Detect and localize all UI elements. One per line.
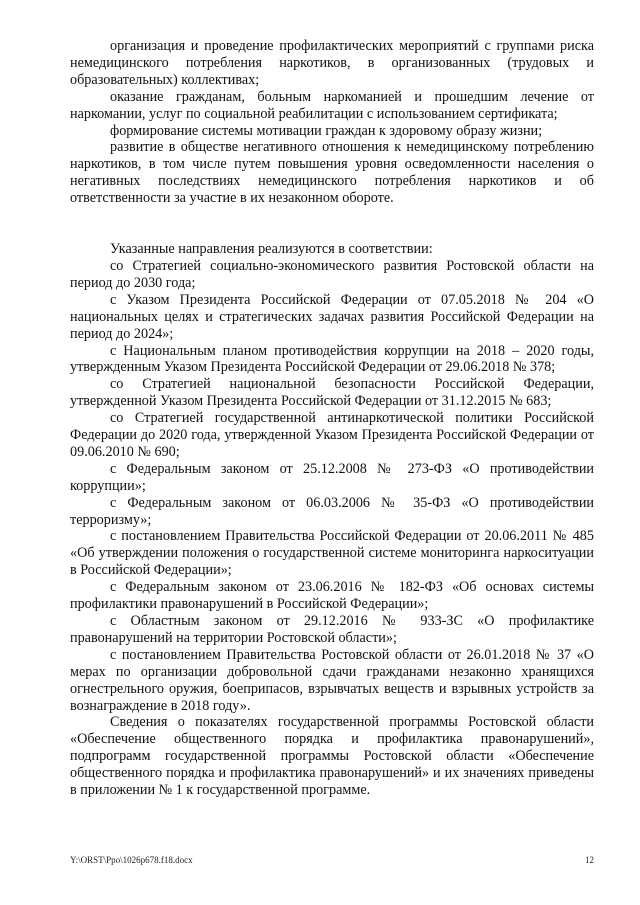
paragraph: со Стратегией государственной антинаркотической политики Российской Федерации до 2020 года, утвержденной Указом Президента Российской Федерации от 09.06.2010 № 690; [70, 410, 594, 460]
paragraph-spacer [70, 207, 594, 241]
paragraph: с Федеральным законом от 25.12.2008 № 273-ФЗ «О противодействии коррупции»; [70, 460, 594, 494]
paragraph: с Федеральным законом от 06.03.2006 № 35-ФЗ «О противодействии терроризму»; [70, 494, 594, 528]
paragraph: формирование системы мотивации граждан к здоровому образу жизни; [110, 122, 543, 139]
paragraph: Сведения о показателях государственной программы Ростовской области «Обеспечение общественного порядка и профилактика правонарушений», подпрограмм государственной программы Ростовской области «Обеспечение общественного порядка и профилактика правонарушений» и их значениях приведены в приложении № 1 к государственной программе. [70, 714, 594, 799]
paragraph: Указанные направления реализуются в соответствии: [110, 241, 433, 258]
paragraph: с Указом Президента Российской Федерации от 07.05.2018 № 204 «О национальных целях и стратегических задачах развития Российской Федерации на период до 2024»; [70, 291, 594, 342]
paragraph: организация и проведение профилактических мероприятий с группами риска немедицинского потребления наркотиков, в организованных (трудовых и образовательных) коллективах; [70, 38, 594, 88]
paragraph-group-bottom [70, 241, 594, 799]
paragraph: со Стратегией национальной безопасности Российской Федерации, утвержденной Указом Президента Российской Федерации от 31.12.2015 № 683; [70, 376, 594, 410]
paragraph: развитие в обществе негативного отношения к немедицинскому потреблению наркотиков, в том числе путем повышения уровня осведомленности населения о негативных последствиях немедицинского потребления наркотиков и об ответственности за участие в их незаконном обороте. [70, 139, 594, 207]
document-body [70, 38, 594, 799]
paragraph: с Областным законом от 29.12.2016 № 933-ЗС «О профилактике правонарушений на территории Ростовской области»; [70, 613, 594, 646]
paragraph-group-top [70, 38, 594, 207]
paragraph: с Национальным планом противодействия коррупции на 2018 – 2020 годы, утвержденным Указом Президента Российской Федерации от 29.06.2018 № 378; [70, 342, 594, 376]
paragraph: с постановлением Правительства Ростовской области от 26.01.2018 № 37 «О мерах по организации добровольной сдачи гражданами незаконно хранящихся огнестрельного оружия, боеприпасов, взрывчатых веществ и взрывных устройств за вознаграждение в 2018 году». [70, 646, 594, 714]
paragraph: со Стратегией социально-экономического развития Ростовской области на период до 2030 года; [70, 257, 594, 291]
paragraph: с Федеральным законом от 23.06.2016 № 182-ФЗ «Об основах системы профилактики правонарушений в Российской Федерации»; [70, 579, 594, 613]
paragraph: оказание гражданам, больным наркоманией и прошедшим лечение от наркомании, услуг по социальной реабилитации с использованием сертификата; [70, 88, 594, 122]
footer-file-path: Y:\ORST\Ppo\1026p678.f18.docx [70, 855, 193, 865]
paragraph: с постановлением Правительства Российской Федерации от 20.06.2011 № 485 «Об утверждении положения о государственной системе мониторинга наркоситуации в Российской Федерации»; [70, 528, 594, 579]
page-number: 12 [585, 855, 594, 865]
